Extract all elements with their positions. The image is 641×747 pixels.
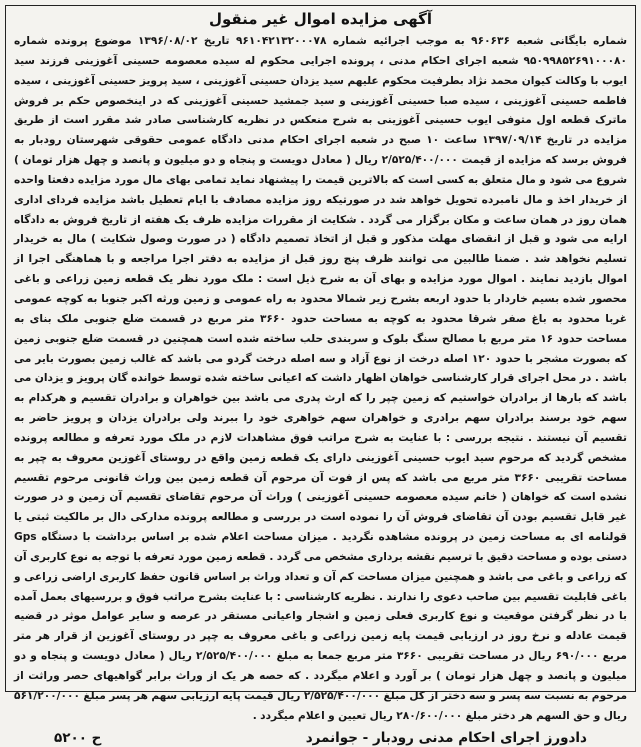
issuing-authority: دادورز اجرای احکام مدنی رودبار - جوانمرد (305, 729, 587, 746)
notice-title: آگهی مزایده اموال غیر منقول (208, 10, 433, 28)
notice-frame (5, 5, 636, 746)
notice-body: شماره بایگانی شعبه ۹۶۰۶۳۶ به موجب اجرائیه شماره ۹۶۱۰۴۲۱۳۲۰۰۰۷۸ تاریخ ۱۳۹۶/۰۸/۰۲ موضوع پرونده شماره ۹۵۰۹۹۸۵۲۶۹۱۰۰۰۸۰ شعبه اجرای احکام مدنی ، پرونده اجرایی محکوم له سیده معصومه حسینی آغوزینی فرزند سید ایوب با وکالت کیوان محمد نژاد بطرفیت محکوم علیهم سید یزدان حسینی آغوزینی ، سید پرویز حسینی آغوزینی ، سیده فاطمه حسینی آغوزینی ، سیده صبا حسینی آغوزینی و سید جمشید حسینی آغوزینی که در اینخصوص حکم بر فروش ماترک قطعه اول متوفی ایوب حسینی آغوزینی به شرح منعکس در نظریه کارشناسی صادر شد مقرر است از طریق مزایده در تاریخ ۱۳۹۷/۰۹/۱۴ ساعت ۱۰ صبح در شعبه اجرای احکام مدنی دادگاه عمومی حقوقی شهرستان رودبار به فروش برسد که مزایده از قیمت ۲/۵۲۵/۴۰۰/۰۰۰ ریال ( معادل دویست و پنجاه و دو میلیون و پانصد و چهل هزار تومان ) شروع می شود و مال متعلق به کسی است که بالاترین قیمت را پیشنهاد نماید تمامی بهای مال مورد مزایده دفعتا واحده از خریدار اخذ و مال نامبرده تحویل خواهد شد در صورتیکه روز مزایده مصادف با ایام تعطیل باشد مزایده فردای اداری همان روز در همان ساعت و مکان برگزار می گردد . شکایت از مقررات مزایده ظرف یک هفته از تاریخ فروش به دادگاه ارایه می شود و قبل از انقضای مهلت مذکور و قبل از اتخاذ تصمیم دادگاه ( در صورت وصول شکایت ) مال به خریدار تسلیم نخواهد شد . ضمنا طالبین می توانند ظرف پنج روز قبل از مزایده به دفتر اجرا مراجعه و با هماهنگی اجرا از اموال بازدید نمایند . اموال مورد مزایده و بهای آن به شرح ذیل است : ملک مورد نظر یک قطعه زمین زراعی و باغی محصور شده بسیم خاردار با حدود اربعه بشرح زیر شمالا محدود به راه عمومی و زمین ورثه اکبر جنوبا به کوچه عمومی غربا محدود به باغ صفر شرقا محدود به کوچه به مساحت حدود ۳۶۶۰ متر مربع در قسمت ضلع جنوبی ملک بنای به مساحت حدود ۱۶ متر مربع با مصالح سنگ بلوک و سربندی حلب ساخته شده است همچنین در قسمت ضلع جنوبی زمین که بصورت مشجر با حدود ۱۲۰ اصله درخت از نوع آزاد و سه اصله درخت گردو می باشد که غالب زمین بصورت بایر می باشد . در محل اجرای قرار کارشناسی خواهان اظهار داشت که اعیانی ساخته شده توسط خوانده گان پرویز و یزدان می باشد که بارها از برادران خواستیم که زمین چپر را که ارث پدری می باشد بین خواهران و برادران تقسیم و هرکدام به سهم خود برسند برادران سهم برادری و خواهران سهم خواهری خود را ببرند ولی برادران یزدان و پرویز حاضر به تقسیم آن نیستند . نتیجه بررسی : با عنایت به شرح مراتب فوق مشاهدات لازم در ملک مورد تعرفه و مطالعه پرونده مشخص گردید که مرحوم سید ایوب حسینی آغوزینی دارای یک قطعه زمین واقع در روستای آغوزین معروف به چپر به مساحت تقریبی ۳۶۶۰ متر مربع می باشد که پس از فوت آن مرحوم آن قطعه زمین بین وراث قانونی مرحوم تقسیم نشده است که خواهان ( خانم سیده معصومه حسینی آغوزینی ) وراث آن مرحوم تقاضای تقسیم آن زمین و در صورت غیر قابل تقسیم بودن آن تقاضای فروش آن را نموده است در بررسی و مطالعه پرونده مدارکی دال بر مالکیت ثبتی یا قولنامه ای به مساحت زمین در پرونده مشاهده نگردید . میزان مساحت اعلام شده بر اساس برداشت با دستگاه Gps دستی بوده و مساحت دقیق با ترسیم نقشه برداری مشخص می گردد . قطعه زمین مورد تعرفه با توجه به نوع کاربری آن که زراعی و باغی می باشد و همچنین میزان مساحت کم آن و تعداد وراث بر اساس قانون حفظ کاربری اراضی زراعی و باغی قابلیت تقسیم بین صاحب دعوی را ندارند . نظریه کارشناسی : با عنایت بشرح مراتب فوق و بررسیهای بعمل آمده با در نظر گرفتن موقعیت و نوع کاربری فعلی زمین و اشجار واعیانی مستقر در عرصه و سایر عوامل موثر در قضیه قیمت عادله و نرخ روز در ارزیابی قیمت پایه زمین زراعی و باغی معروف به چپر در روستای آغوزین از قرار هر متر مربع ۶۹۰/۰۰۰ ریال در مساحت تقریبی ۳۶۶۰ متر مربع جمعا به مبلغ ۲/۵۲۵/۴۰۰/۰۰۰ ریال ( معادل دویست و پنجاه و دو میلیون و پانصد و چهل هزار تومان ) بر آورد و اعلام میگردد . که حصه هر یک از وراث برابر گواهیهای حصر وراثت از مرحوم به نسبت سه پسر و سه دختر از کل مبلغ ۲/۵۲۵/۴۰۰/۰۰۰ ریال قیمت پایه ارزیابی سهم هر پسر مبلغ ۵۶۱/۲۰۰/۰۰۰ ریال و حق السهم هر دختر مبلغ ۲۸۰/۶۰۰/۰۰۰ ریال تعیین و اعلام میگردد . (14, 35, 628, 722)
notice-footer (14, 727, 627, 747)
notice-code: ح ۵۲۰۰ (54, 729, 102, 746)
